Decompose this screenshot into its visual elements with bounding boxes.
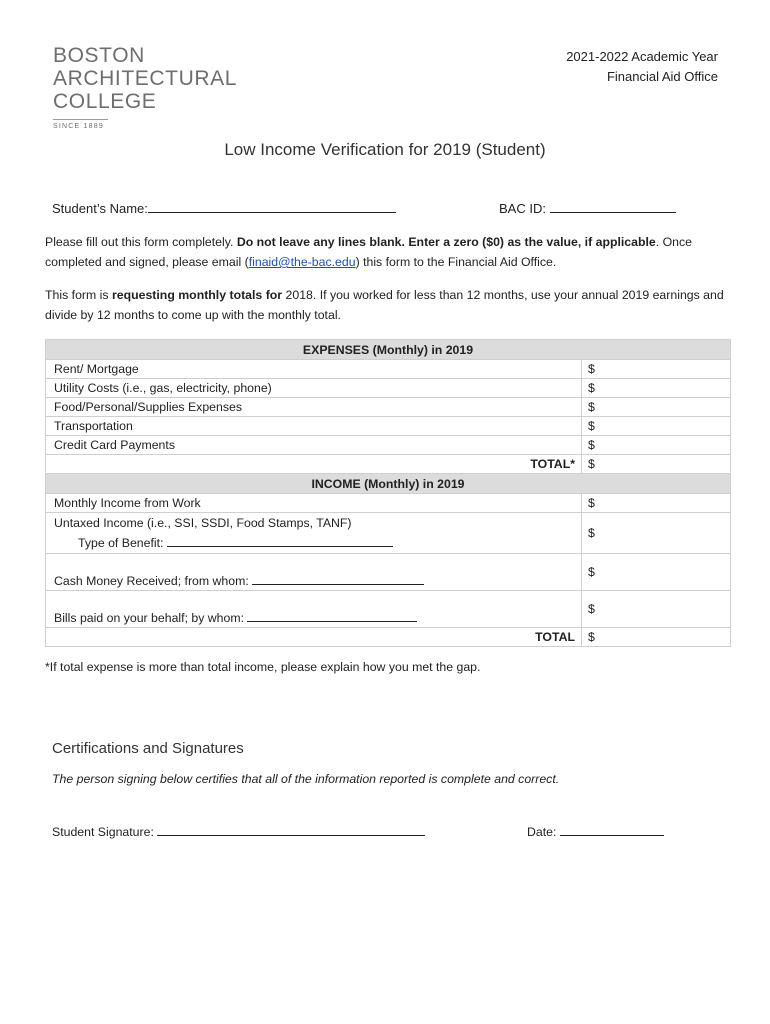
income-label: Bills paid on your behalf; by whom: <box>54 611 245 625</box>
signature-row <box>52 823 425 839</box>
table-row <box>46 436 731 455</box>
logo-since: SINCE 1889 <box>53 123 104 130</box>
instr-text: . Once completed and signed, please email ( <box>45 235 692 269</box>
gap-note: *If total expense is more than total income, please explain how you met the gap. <box>45 660 481 674</box>
signature-field[interactable] <box>157 823 425 836</box>
bills-by-field[interactable] <box>247 609 417 622</box>
page-title: Low Income Verification for 2019 (Student) <box>224 140 546 159</box>
expense-label: Credit Card Payments <box>46 436 582 455</box>
bac-id-label: BAC ID: <box>499 201 546 216</box>
instr-emphasis: requesting monthly totals for <box>111 288 283 302</box>
instr-text: 2018. If you worked for less than 12 months, use your annual 2019 earnings and divide by 12 months to come up with the monthly total. <box>45 288 724 322</box>
untaxed-income-cell <box>46 513 582 554</box>
student-name-row <box>52 200 396 216</box>
student-name-field[interactable] <box>148 200 396 213</box>
instr-emphasis: Do not leave any lines blank. Enter a zero ($0) as the value, if applicable <box>236 235 656 249</box>
table-row <box>46 513 731 554</box>
academic-year: 2021-2022 Academic Year <box>566 49 718 64</box>
expense-label: Utility Costs (i.e., gas, electricity, phone) <box>46 379 582 398</box>
bills-cell <box>46 591 582 628</box>
table-row <box>46 379 731 398</box>
expense-label: Food/Personal/Supplies Expenses <box>46 398 582 417</box>
date-label: Date: <box>527 825 557 839</box>
income-label: Monthly Income from Work <box>46 494 582 513</box>
instr-text: Please fill out this form completely. <box>45 235 237 249</box>
logo-line-3: COLLEGE <box>53 90 157 113</box>
amount-field[interactable]: $ <box>582 494 731 513</box>
amount-field[interactable]: $ <box>582 360 731 379</box>
expenses-total-label: TOTAL* <box>46 455 582 474</box>
benefit-type-field[interactable] <box>167 534 393 547</box>
office-name: Financial Aid Office <box>606 69 718 84</box>
amount-field[interactable]: $ <box>582 436 731 455</box>
logo-line-1: BOSTON <box>53 44 145 67</box>
cash-cell <box>46 554 582 591</box>
amount-field[interactable]: $ <box>582 398 731 417</box>
student-name-label: Student’s Name: <box>52 201 148 216</box>
certification-statement: The person signing below certifies that all of the information reported is complete and correct. <box>52 772 560 786</box>
certification-heading: Certifications and Signatures <box>52 740 244 757</box>
instructions-paragraph-1 <box>45 232 735 272</box>
income-total-label: TOTAL <box>46 628 582 647</box>
table-row <box>46 417 731 436</box>
expenses-heading: EXPENSES (Monthly) in 2019 <box>46 340 731 360</box>
income-total-field[interactable]: $ <box>582 628 731 647</box>
table-row <box>46 494 731 513</box>
income-label: Cash Money Received; from whom: <box>54 574 249 588</box>
logo-divider <box>53 119 108 120</box>
instructions-paragraph-2 <box>45 285 735 325</box>
income-total-row <box>46 628 731 647</box>
financial-table <box>45 339 731 647</box>
table-row <box>46 398 731 417</box>
income-label: Untaxed Income (i.e., SSI, SSDI, Food Stamps, TANF) <box>54 516 352 530</box>
bac-id-field[interactable] <box>550 200 676 213</box>
instr-text: ) this form to the Financial Aid Office. <box>355 255 557 269</box>
cash-from-field[interactable] <box>252 572 424 585</box>
expenses-heading-row <box>46 340 731 360</box>
amount-field[interactable]: $ <box>582 379 731 398</box>
email-link[interactable]: finaid@the-bac.edu <box>248 255 356 269</box>
date-row <box>527 823 664 839</box>
amount-field[interactable]: $ <box>582 417 731 436</box>
benefit-type-row <box>54 533 573 553</box>
expense-label: Transportation <box>46 417 582 436</box>
date-field[interactable] <box>560 823 664 836</box>
header-info <box>566 47 718 87</box>
table-row <box>46 554 731 591</box>
expenses-total-field[interactable]: $ <box>582 455 731 474</box>
table-row <box>46 591 731 628</box>
table-row <box>46 360 731 379</box>
expenses-total-row <box>46 455 731 474</box>
bac-id-row <box>499 200 676 216</box>
instr-text: This form is <box>45 288 112 302</box>
income-heading-row <box>46 474 731 494</box>
expense-label: Rent/ Mortgage <box>46 360 582 379</box>
income-heading: INCOME (Monthly) in 2019 <box>46 474 731 494</box>
amount-field[interactable]: $ <box>582 591 731 628</box>
college-logo <box>53 44 237 130</box>
benefit-type-label: Type of Benefit: <box>78 536 164 550</box>
logo-line-2: ARCHITECTURAL <box>53 67 237 90</box>
signature-label: Student Signature: <box>52 825 154 839</box>
amount-field[interactable]: $ <box>582 513 731 554</box>
amount-field[interactable]: $ <box>582 554 731 591</box>
